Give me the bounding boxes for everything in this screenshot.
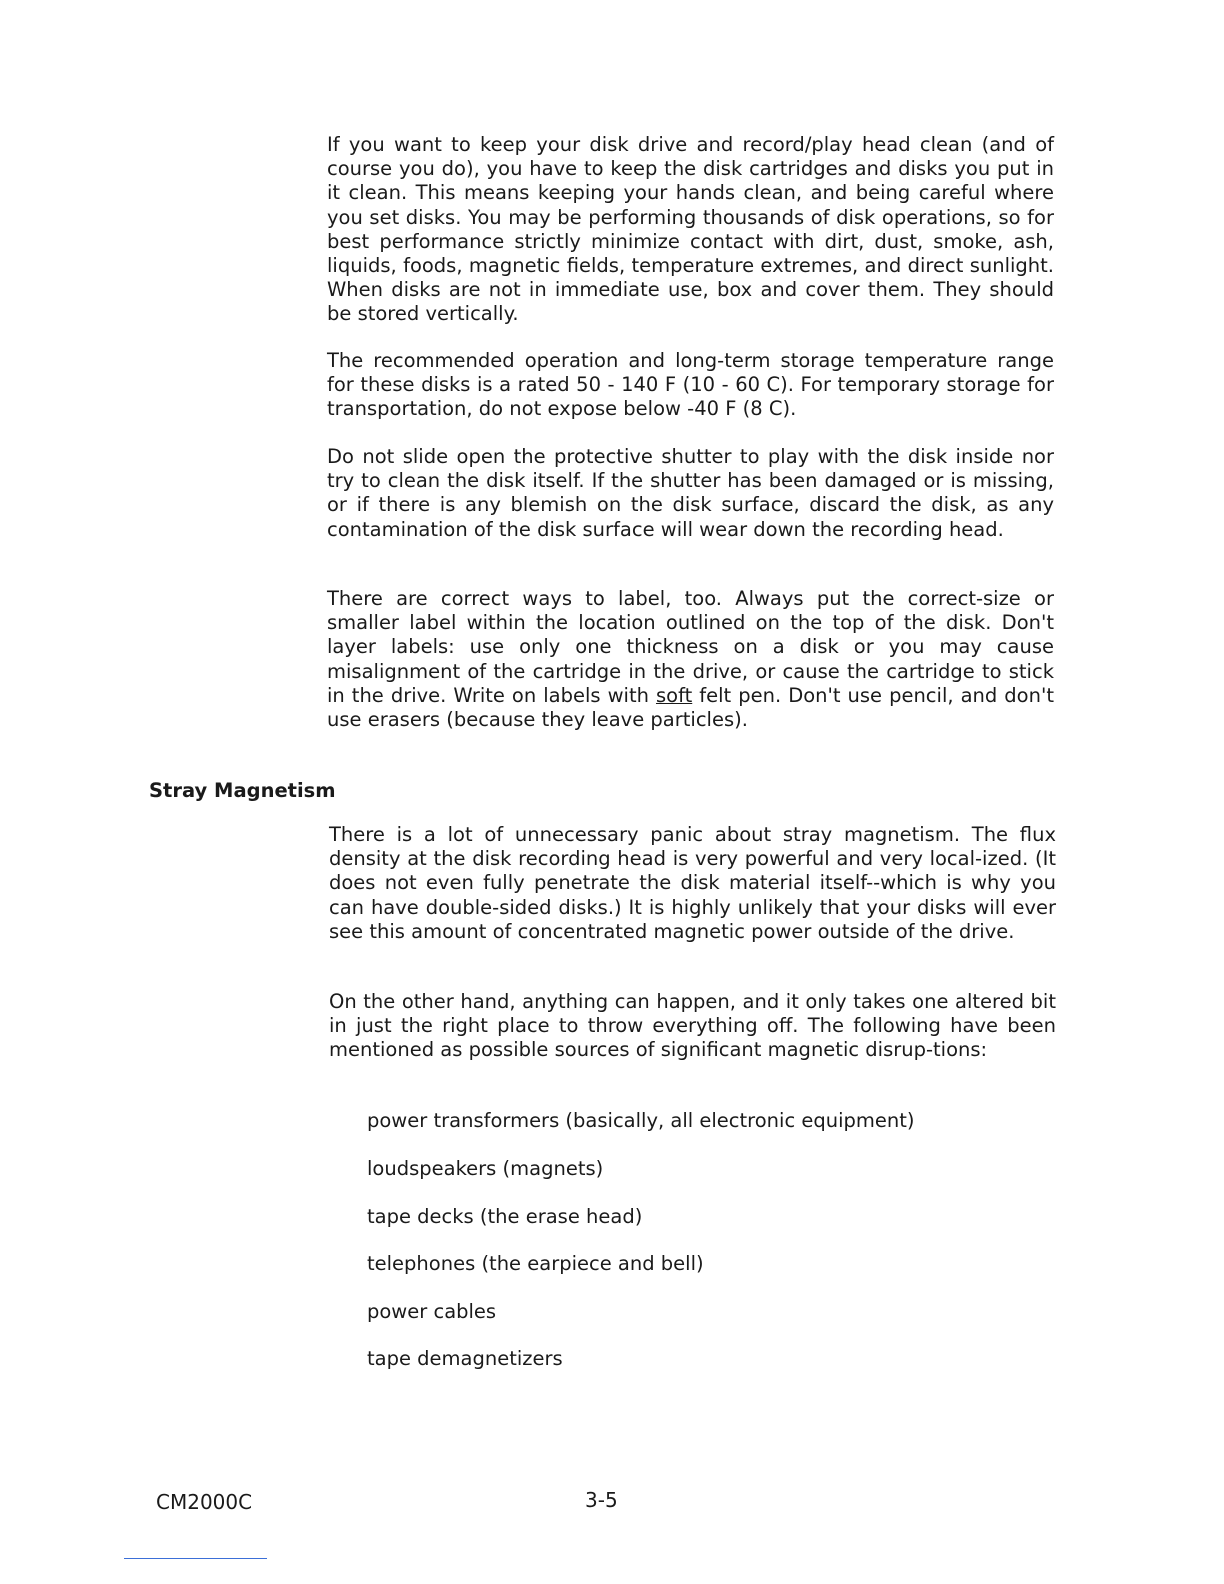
list-item: power cables (367, 1300, 497, 1323)
list-item: tape decks (the erase head) (367, 1205, 643, 1228)
paragraph-disruption-sources-intro: On the other hand, anything can happen, and it only takes one altered bit in just the right place to throw everything off. The following have been mentioned as possible sources of significant magnetic disrup-tions: (329, 990, 1056, 1062)
paragraph-labeling (327, 587, 1054, 732)
scan-artifact-line (124, 1558, 267, 1559)
footer-document-code: CM2000C (156, 1490, 253, 1514)
list-item: power transformers (basically, all electronic equipment) (367, 1109, 915, 1132)
labeling-text-after: felt pen. Don't use pencil, and don't use erasers (because they leave particles). (327, 683, 1054, 732)
list-item: telephones (the earpiece and bell) (367, 1252, 704, 1275)
paragraph-stray-magnetism-intro: There is a lot of unnecessary panic about stray magnetism. The flux density at the disk recording head is very powerful and very local-ized. (It does not even fully penetrate the disk material itself--which is why you can have double-sided disks.) It is highly unlikely that your disks will ever see this amount of concentrated magnetic power outside of the drive. (329, 823, 1056, 943)
footer-page-number: 3-5 (585, 1488, 618, 1512)
paragraph-storage-temperature: The recommended operation and long-term storage temperature range for these disks is a rated 50 - 140 F (10 - 60 C). For temporary storage for transportation, do not expose below -40 F (8 C). (327, 349, 1054, 421)
list-item: tape demagnetizers (367, 1347, 563, 1370)
paragraph-disk-cleanliness: If you want to keep your disk drive and record/play head clean (and of course you do), you have to keep the disk cartridges and disks you put in it clean. This means keeping your hands clean, and being careful where you set disks. You may be performing thousands of disk operations, so for best performance strictly minimize contact with dirt, dust, smoke, ash, liquids, foods, magnetic fields, temperature extremes, and direct sunlight. When disks are not in immediate use, box and cover them. They should be stored vertically. (327, 133, 1054, 326)
labeling-text-before: There are correct ways to label, too. Always put the correct-size or smaller label within the location outlined on the top of the disk. Don't layer labels: use only one thickness on a disk or you may cause misalignment of the cartridge in the drive, or cause the cartridge to stick in the drive. Write on labels with (327, 587, 1054, 707)
list-item: loudspeakers (magnets) (367, 1157, 604, 1180)
paragraph-protective-shutter: Do not slide open the protective shutter to play with the disk inside nor try to clean the disk itself. If the shutter has been damaged or is missing, or if there is any blemish on the disk surface, discard the disk, as any contamination of the disk surface will wear down the recording head. (327, 445, 1054, 541)
section-heading-stray-magnetism: Stray Magnetism (149, 779, 336, 802)
labeling-underlined-word: soft (655, 683, 693, 707)
